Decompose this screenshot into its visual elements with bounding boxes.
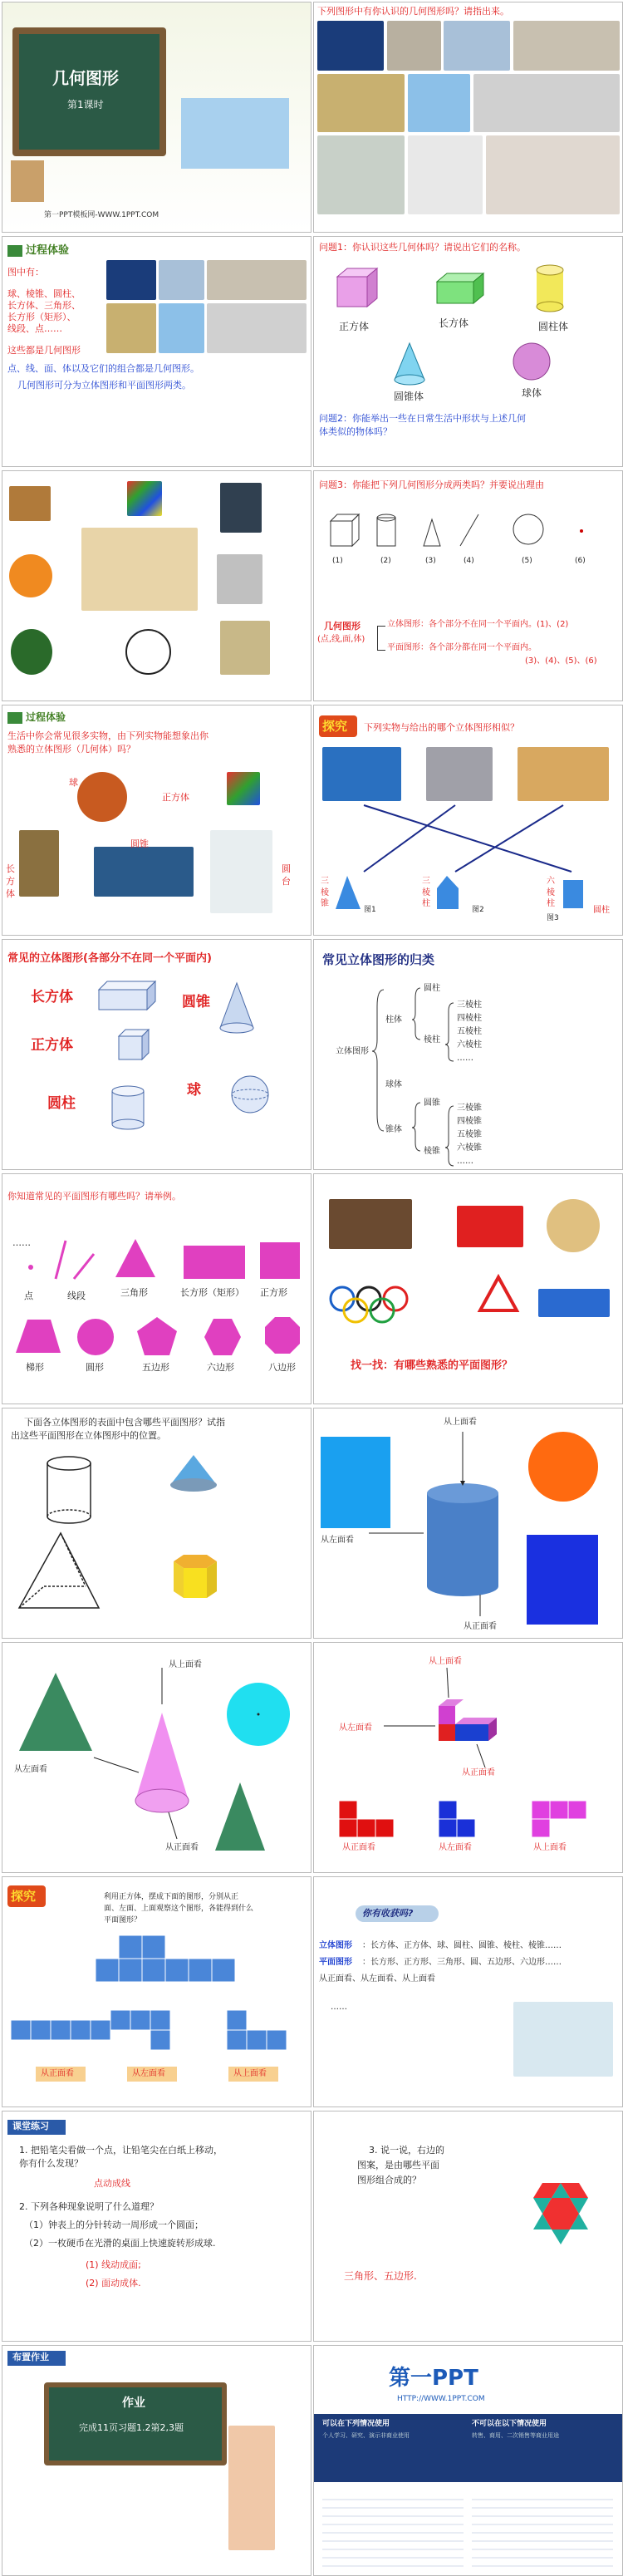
text-line: 生活中你会常见很多实物，由下列实物能想象出你 bbox=[7, 730, 208, 741]
temple-photo bbox=[159, 260, 204, 300]
answer-text: (2) 面动成体. bbox=[86, 2278, 141, 2288]
slide-views-cone bbox=[2, 1642, 312, 1873]
cuboid-shape bbox=[437, 273, 483, 303]
slide-ppt-info bbox=[313, 2345, 623, 2576]
view-label-left: 从左面看 bbox=[14, 1765, 47, 1774]
text-line: ：长方体、正方体、球、圆柱、圆锥、棱柱、棱锥…… bbox=[362, 1941, 562, 1950]
label: 五棱柱 bbox=[457, 1027, 482, 1036]
label: 六棱柱 bbox=[457, 1040, 482, 1050]
label: 四棱锥 bbox=[457, 1117, 482, 1126]
label: 三棱柱 bbox=[457, 1000, 482, 1010]
lesson-text: 第1课时 bbox=[67, 99, 104, 111]
tower-photo bbox=[220, 483, 262, 533]
text-line: 长方体、三角形、 bbox=[7, 300, 81, 311]
watermelon-photo bbox=[11, 629, 52, 675]
title-text: 几何图形 bbox=[52, 68, 119, 88]
label: 圆柱 bbox=[47, 1095, 76, 1112]
label: 球 bbox=[69, 777, 78, 788]
book-stack-image bbox=[181, 98, 289, 169]
earth-photo bbox=[317, 21, 384, 71]
slide-summary bbox=[313, 1876, 623, 2107]
label: 五棱锥 bbox=[457, 1130, 482, 1139]
label: 八边形 bbox=[268, 1362, 296, 1373]
text-line: 点、线、面、体以及它们的组合都是几何图形。 bbox=[7, 363, 199, 374]
view-label-left: 从左面看 bbox=[321, 1536, 354, 1545]
label: (3) bbox=[425, 557, 436, 565]
cube-shape bbox=[337, 268, 377, 307]
label: 立体图形：各个部分不在同一个平面内。(1)、(2) bbox=[387, 620, 569, 629]
label: 正方体 bbox=[31, 1037, 73, 1054]
slide-process bbox=[2, 236, 312, 467]
label: (点,线,面,体) bbox=[317, 635, 365, 644]
question-text: 问题1：你认识这些几何体吗？请说出它们的名称。 bbox=[319, 242, 526, 253]
view-label-top: 从上面看 bbox=[444, 1418, 477, 1427]
text-line: 图案，是由哪些平面 bbox=[357, 2160, 439, 2170]
box-photo bbox=[486, 135, 620, 214]
capitol-photo bbox=[473, 74, 620, 132]
text-line: 3. 说一说，右边的 bbox=[369, 2145, 444, 2156]
temple-photo bbox=[444, 21, 510, 71]
label: 圆柱 bbox=[593, 906, 610, 915]
box-object-photo bbox=[19, 830, 59, 897]
slide3-header: 过程体验 bbox=[26, 244, 70, 257]
caption-top: 从上面看 bbox=[533, 1843, 567, 1852]
text-line: …… bbox=[331, 2003, 347, 2012]
label: 圆形 bbox=[86, 1362, 104, 1373]
summary-badge: 你有收获吗? bbox=[362, 1908, 414, 1919]
match-svg bbox=[314, 705, 623, 936]
label: 平面图形：各个部分都在同一个平面内。 bbox=[387, 643, 537, 652]
slide-match bbox=[313, 705, 623, 936]
solids-on-sand-photo bbox=[81, 528, 198, 611]
label: 长方体 bbox=[439, 317, 469, 329]
slide-landmarks bbox=[313, 2, 623, 233]
text-line: 从正面看、从左面看、从上面看 bbox=[319, 1974, 435, 1984]
ppt-url: HTTP://WWW.1PPT.COM bbox=[397, 2395, 485, 2403]
slide10-title: 常见立体图形的归类 bbox=[322, 952, 435, 967]
building-photo bbox=[207, 260, 307, 300]
caption-left: 从左面看 bbox=[132, 2069, 165, 2078]
text-line: 2. 下列各种现象说明了什么道理？ bbox=[19, 2201, 159, 2212]
board-title: 作业 bbox=[122, 2397, 145, 2410]
view-label-front: 从正面看 bbox=[464, 1622, 497, 1631]
slide-surfaces bbox=[2, 1408, 312, 1639]
label: 图2 bbox=[472, 906, 484, 914]
label: 正方体 bbox=[339, 321, 370, 332]
label: (1) bbox=[332, 557, 343, 565]
text-line: 球、棱锥、圆柱、 bbox=[7, 288, 81, 299]
text-line: 图中有： bbox=[7, 267, 44, 278]
label: 圆锥 bbox=[130, 838, 149, 849]
ring-building-photo bbox=[317, 135, 405, 214]
label: 圆锥体 bbox=[394, 391, 424, 402]
label: 圆台 bbox=[282, 863, 291, 887]
pyramid-photo bbox=[106, 303, 156, 353]
pyramid-photo bbox=[317, 74, 405, 132]
text-line: 几何图形可分为立体图形和平面图形两类。 bbox=[17, 380, 191, 391]
slide-explore-cubes bbox=[2, 1876, 312, 2107]
slide-solids bbox=[313, 236, 623, 467]
board-task: 完成11页习题1.2第2,3题 bbox=[79, 2422, 184, 2433]
label: …… bbox=[457, 1054, 473, 1063]
label: 球 bbox=[187, 1082, 201, 1099]
label: 六棱锥 bbox=[457, 1143, 482, 1153]
label: 长方形（矩形） bbox=[180, 1287, 244, 1298]
question-text: 下列实物与给出的哪个立体图形相似？ bbox=[364, 722, 519, 733]
answer-text: (1) 线动成面; bbox=[86, 2259, 141, 2270]
blocks-views-svg bbox=[314, 1643, 623, 1873]
view-label-top: 从上面看 bbox=[169, 1660, 202, 1669]
tajmahal-photo bbox=[408, 74, 470, 132]
label: 球体 bbox=[385, 1080, 402, 1089]
net-photo bbox=[94, 847, 194, 897]
label: (6) bbox=[575, 557, 586, 565]
slide-plane-figures bbox=[2, 1173, 312, 1404]
slide7-header: 过程体验 bbox=[26, 711, 66, 723]
label: 圆锥 bbox=[182, 994, 210, 1010]
label: 棱锥 bbox=[424, 1147, 440, 1156]
label: 柱体 bbox=[385, 1015, 402, 1025]
explore-badge: 探究 bbox=[11, 1889, 37, 1904]
label: (4) bbox=[464, 557, 474, 565]
slide-life-objects bbox=[2, 705, 312, 936]
text-line: （2）一枚硬币在光滑的桌面上快速旋转形成球. bbox=[24, 2238, 216, 2249]
text-line: 线段、点…… bbox=[7, 323, 62, 334]
soccer-ball-photo bbox=[125, 629, 171, 675]
rubiks-cube-photo bbox=[227, 772, 260, 805]
label: 球体 bbox=[522, 387, 542, 399]
capitol-photo bbox=[207, 303, 307, 353]
cone-object-photo bbox=[220, 621, 270, 675]
earth-photo bbox=[106, 260, 156, 300]
text-line: ：长方形、正方形、三角形、圆、五边形、六边形…… bbox=[362, 1958, 562, 1967]
label: 长方体 bbox=[6, 863, 15, 899]
slide-title bbox=[2, 2, 312, 233]
leaf-icon bbox=[7, 245, 22, 257]
cup-photo bbox=[408, 135, 483, 214]
slide19-header: 课堂练习 bbox=[12, 2121, 49, 2131]
label: 图1 bbox=[364, 906, 376, 914]
label: 锥体 bbox=[385, 1125, 402, 1134]
caption-front: 从正面看 bbox=[342, 1843, 375, 1852]
landmark-photo bbox=[387, 21, 441, 71]
slide-pattern bbox=[313, 2111, 623, 2342]
sphere-shape bbox=[513, 343, 550, 380]
pattern-svg bbox=[314, 2111, 623, 2342]
explore-badge: 探究 bbox=[322, 719, 348, 734]
cylinder-shape bbox=[537, 265, 563, 312]
label: 三角形 bbox=[120, 1287, 148, 1298]
info-left-heading: 可以在下列情况使用 bbox=[322, 2420, 390, 2428]
caption-left: 从左面看 bbox=[439, 1843, 472, 1852]
question-text: 你知道常见的平面图形有哪些吗？请举例。 bbox=[7, 1191, 181, 1202]
brace bbox=[377, 626, 385, 651]
slide-views-cylinder bbox=[313, 1408, 623, 1639]
question-text: 体类似的物体吗？ bbox=[319, 426, 392, 437]
label: 六边形 bbox=[207, 1362, 234, 1373]
slide9-title: 常见的立体图形(各部分不在同一个平面内) bbox=[7, 952, 212, 965]
label: 五边形 bbox=[142, 1362, 169, 1373]
label: 三棱锥 bbox=[321, 877, 329, 908]
slide-find-shapes bbox=[313, 1173, 623, 1404]
label: 圆柱 bbox=[424, 984, 440, 993]
tajmahal-photo bbox=[159, 303, 204, 353]
question-text: 问题2：你能举出一些在日常生活中形状与上述几何 bbox=[319, 413, 526, 424]
find-text: 找一找：有哪些熟悉的平面图形？ bbox=[351, 1359, 513, 1372]
text-line: 熟悉的立体图形（几何体）吗？ bbox=[7, 744, 135, 755]
slide2-question: 下列图形中有你认识的几何图形吗？请指出来。 bbox=[317, 6, 509, 17]
label: 立体图形 bbox=[336, 1047, 369, 1056]
label: …… bbox=[12, 1237, 31, 1248]
label: (2) bbox=[380, 557, 391, 565]
label: 平面图形 bbox=[319, 1958, 352, 1967]
slide-classify bbox=[313, 470, 623, 701]
info-right-text: 转售、商用、二次销售等商业用途 bbox=[472, 2432, 559, 2439]
desk-items-image bbox=[11, 160, 44, 202]
chalkboard bbox=[19, 34, 159, 150]
basketball-photo bbox=[77, 772, 127, 822]
teacher-illustration bbox=[228, 2426, 275, 2550]
label: 线段 bbox=[67, 1290, 86, 1301]
orange-photo bbox=[9, 554, 52, 597]
truck-photo bbox=[538, 1289, 610, 1317]
label: 正方体 bbox=[162, 792, 189, 803]
slide-exercise bbox=[2, 2111, 312, 2342]
caption-front: 从正面看 bbox=[41, 2069, 74, 2078]
label: 六棱柱 bbox=[547, 877, 555, 908]
label: 棱柱 bbox=[424, 1035, 440, 1045]
text-line: 这些都是几何图形 bbox=[7, 345, 81, 356]
ppt-logo: 第一PPT bbox=[389, 2366, 478, 2391]
label: 梯形 bbox=[26, 1362, 44, 1373]
answer-text: 点动成线 bbox=[94, 2178, 130, 2189]
label: 正方形 bbox=[260, 1287, 287, 1298]
text-line: （1）钟表上的分针转动一周形成一个圆面； bbox=[24, 2220, 204, 2230]
label: 圆柱体 bbox=[538, 321, 569, 332]
link-list-left bbox=[322, 2492, 464, 2567]
slide-views-blocks bbox=[313, 1642, 623, 1873]
caption-top: 从上面看 bbox=[233, 2069, 267, 2078]
surfaces-svg bbox=[2, 1408, 312, 1639]
question-text: 下面各立体图形的表面中包含哪些平面图形？试指 bbox=[24, 1417, 225, 1428]
label: (3)、(4)、(5)、(6) bbox=[525, 656, 597, 666]
can-photo bbox=[217, 554, 262, 604]
text-line: 1. 把铅笔尖看做一个点，让铅笔尖在白纸上移动， bbox=[19, 2145, 223, 2156]
label: …… bbox=[457, 1157, 473, 1166]
cone-views-svg bbox=[2, 1643, 312, 1873]
question-text: 利用正方体，摆成下面的图形，分别从正 bbox=[104, 1893, 239, 1901]
box-photo bbox=[9, 486, 51, 521]
view-label-left: 从左面看 bbox=[339, 1723, 372, 1733]
info-right-heading: 不可以在以下情况使用 bbox=[472, 2420, 547, 2428]
label: 四棱柱 bbox=[457, 1014, 482, 1023]
cylinder-views-svg bbox=[314, 1408, 623, 1639]
text-line: 图形组合成的？ bbox=[357, 2175, 421, 2185]
answer-text: 三角形、五边形. bbox=[344, 2270, 417, 2282]
label: 图3 bbox=[547, 914, 559, 922]
question-text: 出这些平面图形在立体图形中的位置。 bbox=[11, 1430, 166, 1441]
cup-photo bbox=[210, 830, 272, 913]
rubiks-cube-photo bbox=[127, 481, 162, 516]
question-text: 问题3：你能把下列几何图形分成两类吗？并要说出理由 bbox=[319, 479, 544, 490]
question-text: 平面图形？ bbox=[104, 1916, 142, 1925]
label: 三棱锥 bbox=[457, 1104, 482, 1113]
students-illustration bbox=[513, 2002, 613, 2077]
question-text: 面、左面、上面观察这个图形，各能得到什么 bbox=[104, 1905, 254, 1913]
view-label-front: 从正面看 bbox=[462, 1768, 495, 1777]
leaf-icon bbox=[7, 712, 22, 724]
label: (5) bbox=[522, 557, 532, 565]
slide-objects bbox=[2, 470, 312, 701]
building-photo bbox=[513, 21, 620, 71]
label: 长方体 bbox=[31, 989, 73, 1005]
slide-common-solids bbox=[2, 939, 312, 1170]
link-list-right bbox=[472, 2492, 613, 2567]
slide-homework bbox=[2, 2345, 312, 2576]
cone-shape bbox=[395, 343, 424, 385]
slide-classify-tree bbox=[313, 939, 623, 1170]
label: 几何图形 bbox=[324, 621, 361, 632]
info-left-text: 个人学习、研究、演示非商业使用 bbox=[322, 2432, 410, 2439]
slide21-header: 布置作业 bbox=[12, 2352, 49, 2362]
label: 立体图形 bbox=[319, 1941, 352, 1950]
label: 圆锥 bbox=[424, 1099, 440, 1108]
label: 点 bbox=[24, 1290, 33, 1301]
text-line: 长方形（矩形）、 bbox=[7, 312, 76, 322]
footer-text: 第一PPT模板网-WWW.1PPT.COM bbox=[44, 211, 159, 219]
view-label-top: 从上面看 bbox=[429, 1657, 462, 1666]
text-line: 你有什么发现？ bbox=[19, 2158, 83, 2169]
label: 三棱柱 bbox=[422, 877, 430, 908]
view-label-front: 从正面看 bbox=[165, 1843, 199, 1852]
